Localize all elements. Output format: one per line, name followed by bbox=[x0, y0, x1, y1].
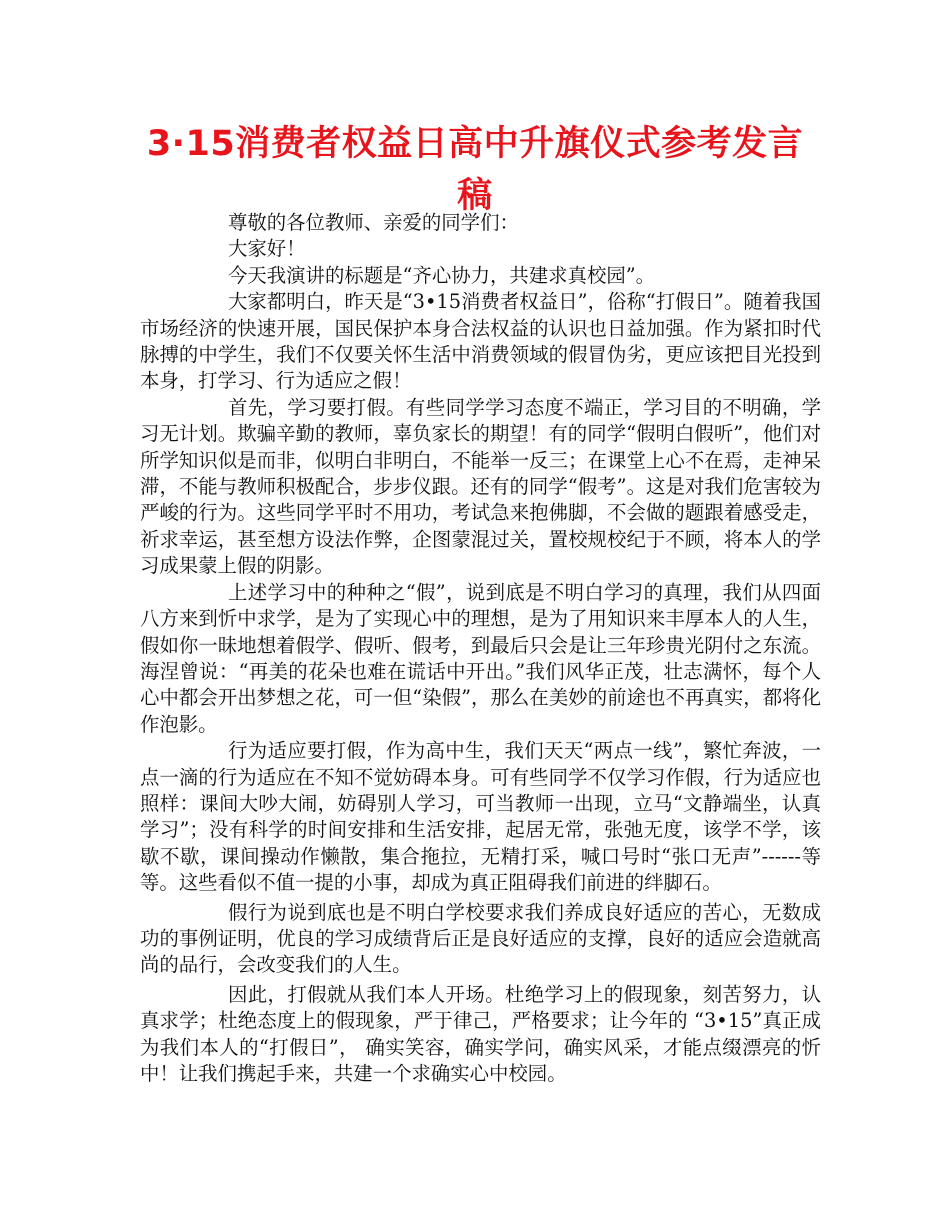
paragraph-reason: 假行为说到底也是不明白学校要求我们养成良好适应的苦心，无数成功的事例证明，优良的学习成绩背后正是良好适应的支撑，良好的适应会造就高尚的品行，会改变我们的人生。 bbox=[140, 900, 821, 977]
paragraph-truth: 上述学习中的种种之“假”，说到底是不明白学习的真理，我们从四面八方来到忻中求学，是为了实现心中的理想，是为了用知识来丰厚本人的人生，假如你一昧地想着假学、假听、假考，到最后只会是让三年珍贵光阴付之东流。海涅曾说：“再美的花朵也难在谎话中开出。”我们风华正茂，壮志满怀，每个人心中都会开出梦想之花，可一但“染假”，那么在美妙的前途也不再真实，都将化作泡影。 bbox=[140, 580, 821, 736]
document-body bbox=[140, 210, 821, 1087]
document-title: 3·15消费者权益日高中升旗仪式参考发言稿 bbox=[146, 124, 804, 216]
speech-topic: 今天我演讲的标题是“齐心协力，共建求真校园”。 bbox=[228, 263, 656, 287]
paragraph-intro: 大家都明白，昨天是“3•15消费者权益日”，俗称“打假日”。随着我国市场经济的快速开展，国民保护本身合法权益的认识也日益加强。作为紧扣时代脉搏的中学生，我们不仅要关怀生活中消费领域的假冒伪劣，更应该把目光投到本身，打学习、行为适应之假！ bbox=[140, 290, 821, 393]
paragraph-study: 首先，学习要打假。有些同学学习态度不端正，学习目的不明确，学习无计划。欺骗辛勤的教师，辜负家长的期望！有的同学“假明白假听”，他们对所学知识似是而非，似明白非明白，不能举一反三；在课堂上心不在焉，走神呆滞，不能与教师积极配合，步步仪跟。还有的同学“假考”。这是对我们危害较为严峻的行为。这些同学平时不用功，考试急来抱佛脚，不会做的题跟着感受走，祈求幸运，甚至想方设法作弊，企图蒙混过关，置校规校纪于不顾，将本人的学习成果蒙上假的阴影。 bbox=[140, 395, 821, 578]
salutation: 尊敬的各位教师、亲爱的同学们： bbox=[228, 211, 519, 234]
greeting: 大家好！ bbox=[228, 237, 306, 261]
paragraph-habits: 行为适应要打假，作为高中生，我们天天“两点一线”，繁忙奔波，一点一滴的行为适应在不知不觉妨碍本身。可有些同学不仅学习作假，行为适应也照样：课间大吵大闹，妨碍别人学习，可当教师一出现，立马“文静端坐，认真学习”；没有科学的时间安排和生活安排，起居无常，张弛无度，该学不学，该歇不歇，课间操动作懒散，集合拖拉，无精打采，喊口号时“张口无声”------等等。这些看似不值一提的小事，却成为真正阻碍我们前进的绊脚石。 bbox=[140, 739, 821, 895]
paragraph-conclusion: 因此，打假就从我们本人开场。杜绝学习上的假现象，刻苦努力，认真求学；杜绝态度上的假现象，严于律己，严格要求；让今年的 “3•15”真正成为我们本人的“打假日”， 确实笑容，确实学问，确实风采，才能点缀漂亮的忻中！让我们携起手来，共建一个求确实心中校园。 bbox=[140, 982, 821, 1085]
